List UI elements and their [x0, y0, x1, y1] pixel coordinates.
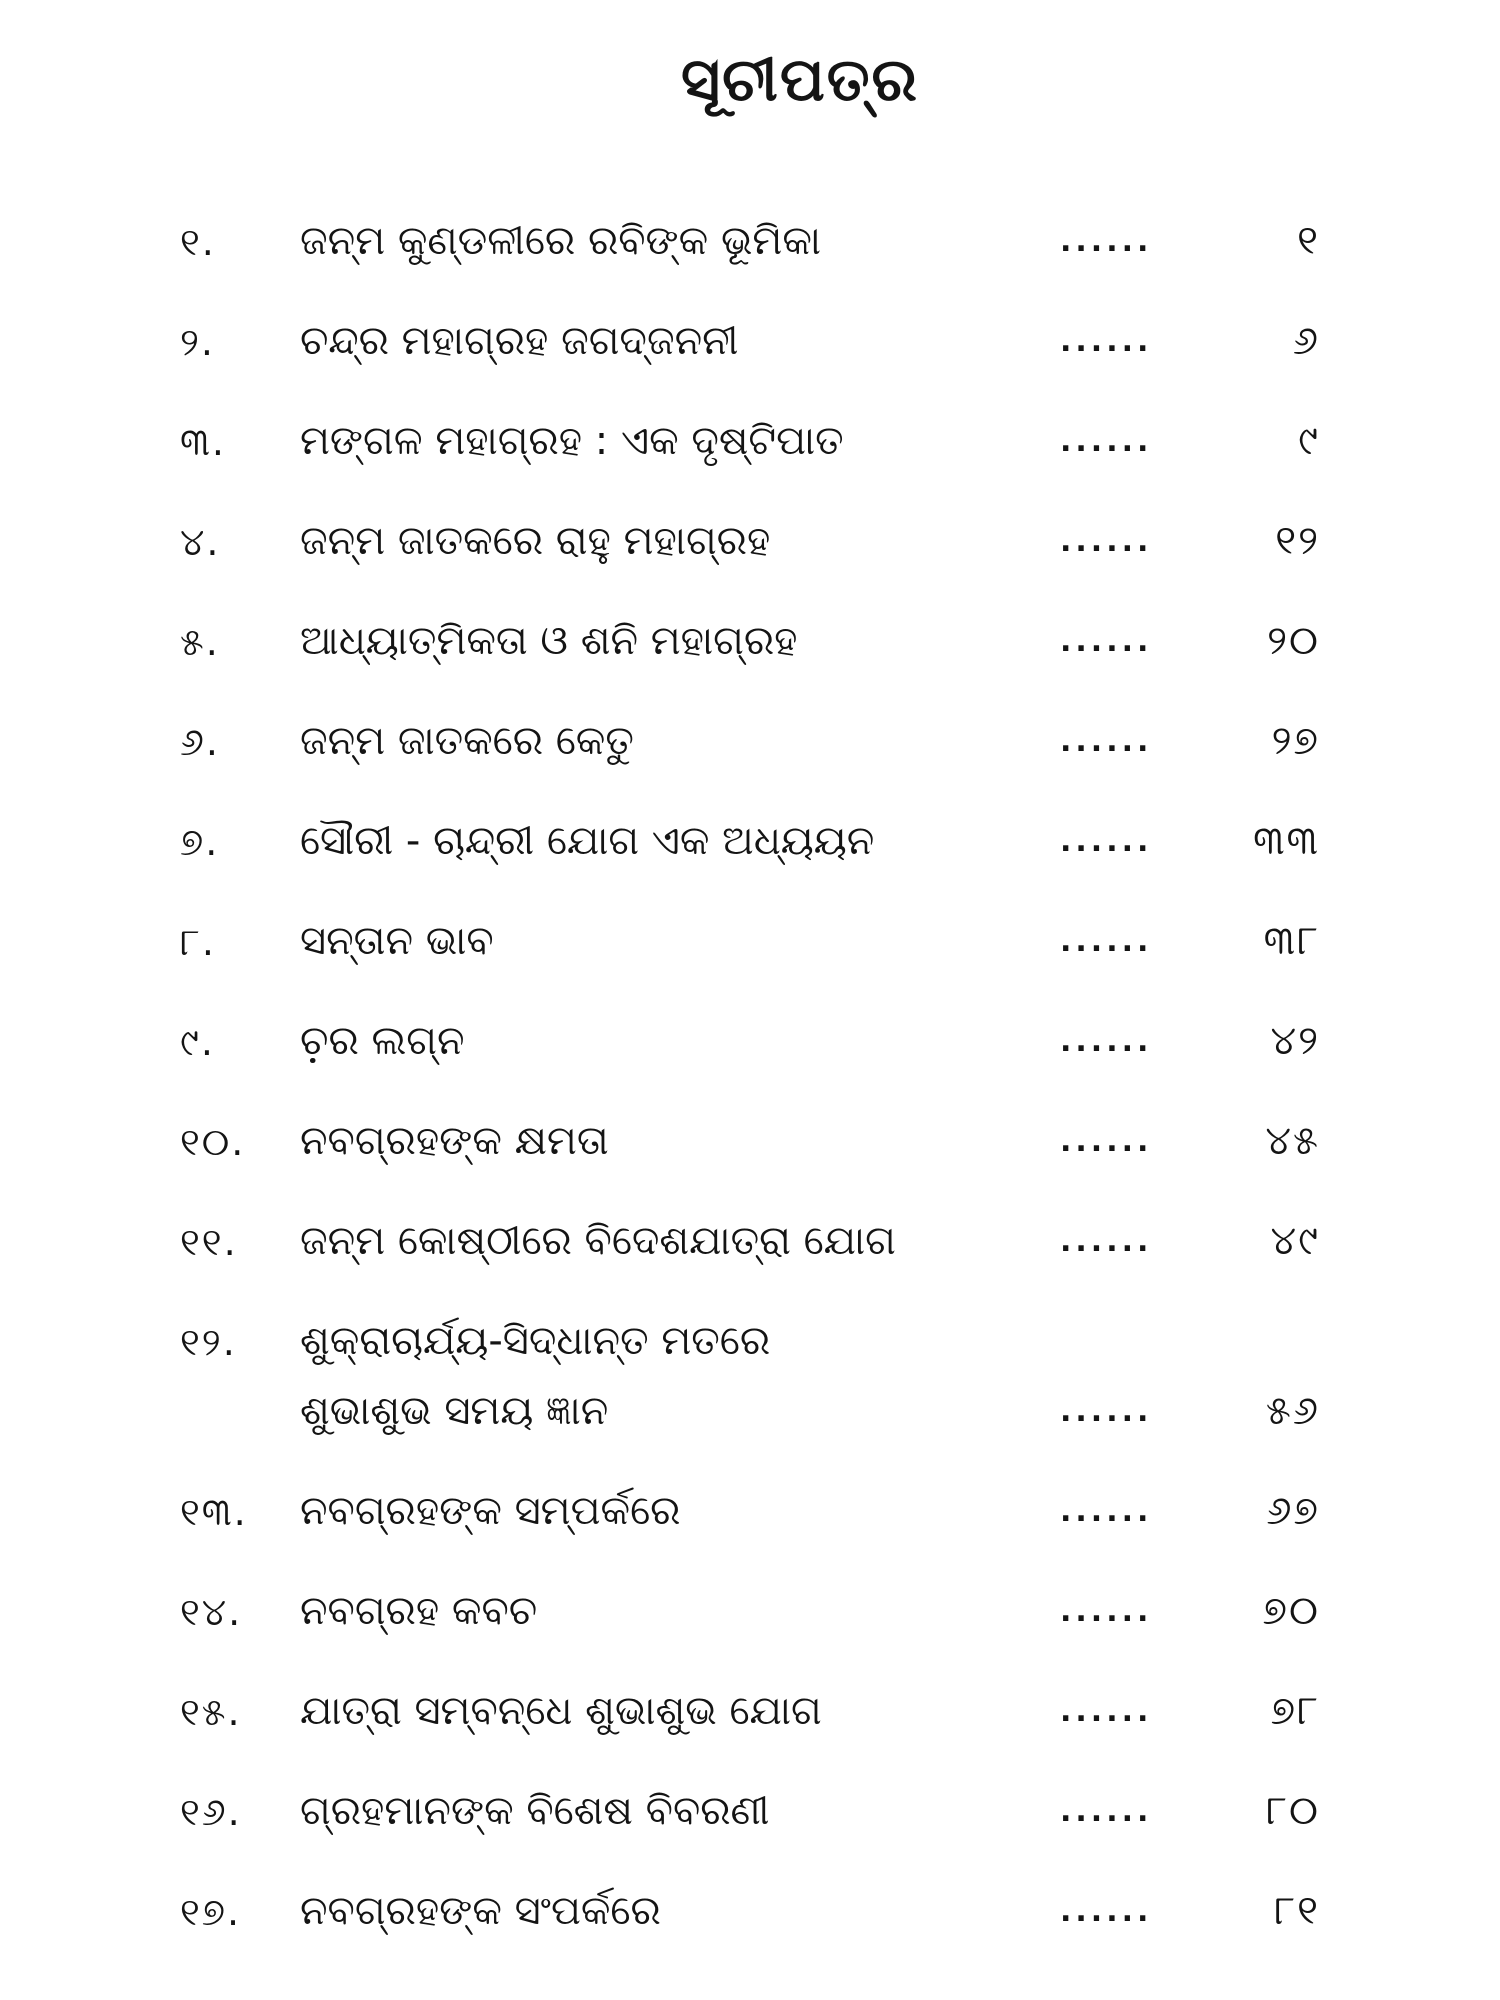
leader-dots: ......: [1060, 1694, 1153, 1729]
toc-entry: [0, 1560, 1500, 1660]
leader-dots: ......: [1060, 1594, 1153, 1629]
entry-page-number: ୧: [1297, 218, 1320, 264]
entry-page-number: ୯: [1298, 418, 1320, 464]
entry-title: ଯାତ୍ରା ସମ୍ବନ୍ଧେ ଶୁଭାଶୁଭ ଯୋଗ: [300, 1688, 822, 1734]
entry-number: ୬.: [180, 720, 220, 764]
toc-entry: [0, 490, 1500, 590]
entry-title: ଗ୍ରହମାନଙ୍କ ବିଶେଷ ବିବରଣୀ: [300, 1788, 770, 1834]
entry-number: ୭.: [180, 820, 220, 864]
leader-dots: ......: [1060, 224, 1153, 259]
toc-entry: [0, 1090, 1500, 1190]
leader-dots: ......: [1060, 1394, 1153, 1429]
entry-title: ଜନ୍ମ ଜାତକରେ କେତୁ: [300, 718, 634, 764]
leader-dots: ......: [1060, 824, 1153, 859]
entry-title: ନବଗ୍ରହଙ୍କ ସଂପର୍କରେ: [300, 1888, 661, 1934]
entry-page-number: ୭୦: [1262, 1588, 1320, 1634]
entry-title: ଚନ୍ଦ୍ର ମହାଗ୍ରହ ଜଗଦ୍‌ଜନନୀ: [300, 318, 739, 364]
toc-entry: [0, 990, 1500, 1090]
entry-number: ୧୦.: [180, 1120, 246, 1164]
leader-dots: ......: [1060, 424, 1153, 459]
entry-title: ମଙ୍ଗଳ ମହାଗ୍ରହ : ଏକ ଦୃଷ୍ଟିପାତ: [300, 418, 844, 464]
entry-page-number: ୧୨: [1275, 518, 1320, 564]
entry-title: ନବଗ୍ରହ କବଚ: [300, 1588, 538, 1634]
entry-page-number: ୨୭: [1271, 718, 1320, 764]
entry-page-number: ୨୦: [1267, 618, 1320, 664]
page-title: ସୂଚୀପତ୍ର: [681, 45, 919, 115]
entry-title: ଚ଼ର ଲଗ୍ନ: [300, 1018, 465, 1064]
entry-title: ଶୁଭାଶୁଭ ସମୟ ଜ୍ଞାନ: [300, 1388, 609, 1434]
entry-title: ଶୁକ୍ରାଚାର୍ଯ୍ୟ-ସିଦ୍ଧାନ୍ତ ମତରେ: [300, 1318, 771, 1364]
entry-title: ଆଧ୍ୟାତ୍ମିକତା ଓ ଶନି ମହାଗ୍ରହ: [300, 618, 798, 664]
entry-page-number: ୩୩: [1253, 818, 1320, 864]
toc-entry: [0, 1660, 1500, 1760]
toc-entry: [0, 390, 1500, 490]
entry-title: ନବଗ୍ରହଙ୍କ କ୍ଷମତା: [300, 1118, 609, 1164]
entry-title: ସୌରୀ - ଚାନ୍ଦ୍ରୀ ଯୋଗ ଏକ ଅଧ୍ୟୟନ: [300, 818, 875, 864]
entry-number: ୮.: [180, 920, 216, 964]
leader-dots: ......: [1060, 624, 1153, 659]
toc-entry: [0, 890, 1500, 990]
toc-entry: [0, 790, 1500, 890]
toc-entry: [0, 690, 1500, 790]
entry-title: ନବଗ୍ରହଙ୍କ ସମ୍ପର୍କରେ: [300, 1488, 681, 1534]
table-of-contents: [0, 190, 1500, 1960]
entry-page-number: ୮୧: [1274, 1888, 1320, 1934]
leader-dots: ......: [1060, 724, 1153, 759]
entry-page-number: ୫୬: [1265, 1388, 1320, 1434]
toc-entry: [0, 1190, 1500, 1290]
entry-page-number: ୩୮: [1263, 918, 1320, 964]
entry-number: ୧୬.: [180, 1790, 242, 1834]
entry-number: ୧୪.: [180, 1590, 243, 1634]
entry-number: ୪.: [180, 520, 221, 564]
leader-dots: ......: [1060, 924, 1153, 959]
entry-page-number: ୭୮: [1270, 1688, 1320, 1734]
leader-dots: ......: [1060, 524, 1153, 559]
entry-number: ୧୫.: [180, 1690, 242, 1734]
toc-entry: [0, 190, 1500, 290]
leader-dots: ......: [1060, 1494, 1153, 1529]
leader-dots: ......: [1060, 324, 1153, 359]
toc-entry: [0, 1290, 1500, 1460]
entry-page-number: ୬: [1292, 318, 1320, 364]
leader-dots: ......: [1060, 1224, 1153, 1259]
entry-title: ଜନ୍ମ ଜାତକରେ ରାହୁ ମହାଗ୍ରହ: [300, 518, 771, 564]
entry-number: ୨.: [180, 320, 216, 364]
entry-number: ୧.: [180, 220, 216, 264]
toc-entry: [0, 1860, 1500, 1960]
entry-number: ୧୩.: [180, 1490, 248, 1534]
entry-page-number: ୪୯: [1270, 1218, 1320, 1264]
leader-dots: ......: [1060, 1894, 1153, 1929]
entry-title: ସନ୍ତାନ ଭାବ: [300, 918, 494, 964]
leader-dots: ......: [1060, 1124, 1153, 1159]
entry-title: ଜନ୍ମ କୋଷ୍ଠୀରେ ବିଦେଶଯାତ୍ରା ଯୋଗ: [300, 1218, 896, 1264]
toc-entry: [0, 1760, 1500, 1860]
entry-number: ୯.: [180, 1020, 215, 1064]
entry-number: ୫.: [180, 620, 220, 664]
entry-number: ୩.: [180, 420, 226, 464]
entry-page-number: ୪୨: [1270, 1018, 1320, 1064]
entry-page-number: ୬୭: [1266, 1488, 1320, 1534]
entry-title: ଜନ୍ମ କୁଣ୍ଡଳୀରେ ରବିଙ୍କ ଭୂମିକା: [300, 218, 822, 264]
toc-entry: [0, 1460, 1500, 1560]
toc-entry: [0, 590, 1500, 690]
entry-number: ୧୭.: [180, 1890, 242, 1934]
entry-number: ୧୧.: [180, 1220, 238, 1264]
leader-dots: ......: [1060, 1024, 1153, 1059]
entry-page-number: ୮୦: [1266, 1788, 1320, 1834]
entry-number: ୧୨.: [180, 1320, 237, 1364]
leader-dots: ......: [1060, 1794, 1153, 1829]
entry-page-number: ୪୫: [1265, 1118, 1320, 1164]
toc-entry: [0, 290, 1500, 390]
